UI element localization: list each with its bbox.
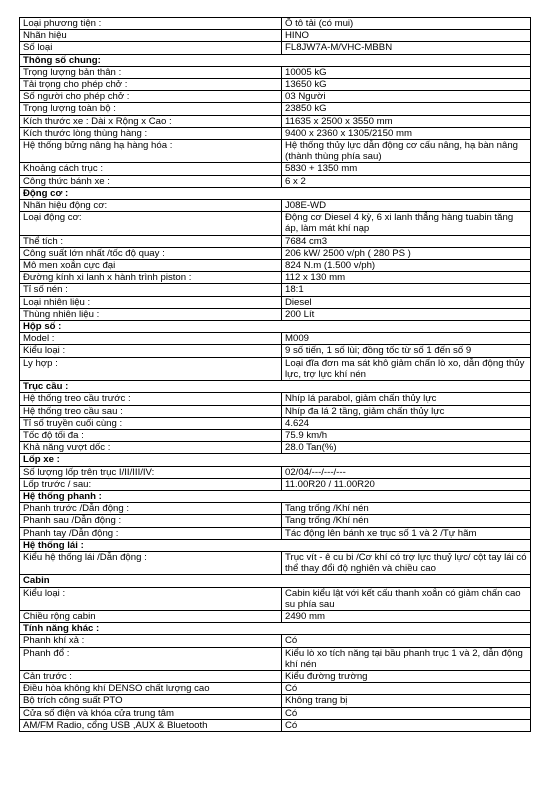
spec-row: [20, 115, 531, 127]
spec-label: Loại phương tiện :: [20, 18, 282, 30]
spec-label: Kiểu loại :: [20, 587, 282, 610]
spec-row: [20, 670, 531, 682]
spec-row: [20, 683, 531, 695]
spec-value: 11635 x 2500 x 3550 mm: [282, 115, 531, 127]
spec-label: Lốp trước / sau:: [20, 478, 282, 490]
spec-label: Kích thước lòng thùng hàng :: [20, 127, 282, 139]
spec-label: Khả năng vượt dốc :: [20, 442, 282, 454]
spec-row: [20, 478, 531, 490]
spec-label: Phanh tay /Dẫn động :: [20, 527, 282, 539]
spec-value: 6 x 2: [282, 175, 531, 187]
spec-label: Thùng nhiên liệu :: [20, 308, 282, 320]
section-title: Hộp số :: [20, 321, 531, 333]
spec-label: Loại động cơ:: [20, 212, 282, 235]
spec-value: 03 Người: [282, 91, 531, 103]
spec-row: [20, 551, 531, 574]
spec-label: Hệ thống treo cầu trước :: [20, 393, 282, 405]
spec-label: Tốc độ tối đa :: [20, 429, 282, 441]
spec-label: Số người cho phép chở :: [20, 91, 282, 103]
spec-row: [20, 127, 531, 139]
spec-row: [20, 212, 531, 235]
spec-value: 2490 mm: [282, 610, 531, 622]
spec-row: [20, 42, 531, 54]
spec-value: 200 Lít: [282, 308, 531, 320]
spec-value: Nhíp đa lá 2 tầng, giảm chấn thủy lực: [282, 405, 531, 417]
spec-value: Có: [282, 683, 531, 695]
spec-row: [20, 140, 531, 163]
spec-value: Ô tô tải (có mui): [282, 18, 531, 30]
spec-value: Diesel: [282, 296, 531, 308]
spec-table: [19, 17, 531, 732]
spec-row: [20, 719, 531, 731]
spec-value: 206 kW/ 2500 v/ph ( 280 PS ): [282, 247, 531, 259]
spec-label: Phanh đổ :: [20, 647, 282, 670]
spec-value: Có: [282, 707, 531, 719]
spec-value: Tang trống /Khí nén: [282, 503, 531, 515]
spec-row: [20, 635, 531, 647]
spec-value: 9 số tiến, 1 số lùi; đồng tốc từ số 1 đến số 9: [282, 345, 531, 357]
spec-row: [20, 200, 531, 212]
spec-row: [20, 175, 531, 187]
spec-value: M009: [282, 333, 531, 345]
spec-row: [20, 610, 531, 622]
spec-row: [20, 515, 531, 527]
spec-value: 28.0 Tan(%): [282, 442, 531, 454]
spec-row: [20, 30, 531, 42]
spec-label: Tải trọng cho phép chở :: [20, 79, 282, 91]
spec-row: [20, 79, 531, 91]
spec-value: Tác động lên bánh xe trục số 1 và 2 /Tự hãm: [282, 527, 531, 539]
spec-label: Trọng lượng toàn bộ :: [20, 103, 282, 115]
spec-label: Tỉ số truyền cuối cùng :: [20, 417, 282, 429]
spec-label: Khoảng cách trục :: [20, 163, 282, 175]
spec-label: Nhãn hiệu động cơ:: [20, 200, 282, 212]
spec-value: 75.9 km/h: [282, 429, 531, 441]
section-header: [20, 54, 531, 66]
spec-label: Kích thước xe : Dài x Rộng x Cao :: [20, 115, 282, 127]
section-header: [20, 623, 531, 635]
spec-label: Kiểu hệ thống lái /Dẫn động :: [20, 551, 282, 574]
spec-value: Cabin kiểu lật với kết cấu thanh xoắn có giảm chấn cao su phía sau: [282, 587, 531, 610]
spec-label: Model :: [20, 333, 282, 345]
spec-row: [20, 527, 531, 539]
spec-value: Có: [282, 635, 531, 647]
spec-label: Cửa số điện và khóa cửa trung tâm: [20, 707, 282, 719]
spec-row: [20, 587, 531, 610]
spec-label: Chiều rộng cabin: [20, 610, 282, 622]
spec-label: Ly hợp :: [20, 357, 282, 380]
spec-value: 10005 kG: [282, 66, 531, 78]
section-header: [20, 539, 531, 551]
vehicle-type-row: [20, 18, 531, 30]
spec-row: [20, 707, 531, 719]
spec-row: [20, 429, 531, 441]
spec-label: Thể tích :: [20, 235, 282, 247]
spec-row: [20, 284, 531, 296]
spec-label: Nhãn hiệu: [20, 30, 282, 42]
section-title: Thông số chung:: [20, 54, 531, 66]
spec-row: [20, 345, 531, 357]
spec-value: 4.624: [282, 417, 531, 429]
spec-value: J08E-WD: [282, 200, 531, 212]
spec-value: HINO: [282, 30, 531, 42]
spec-label: Đường kính xi lanh x hành trình piston :: [20, 272, 282, 284]
spec-value: 824 N.m (1.500 v/ph): [282, 260, 531, 272]
spec-row: [20, 272, 531, 284]
spec-label: Bộ trích công suất PTO: [20, 695, 282, 707]
spec-row: [20, 466, 531, 478]
spec-row: [20, 296, 531, 308]
spec-row: [20, 393, 531, 405]
section-header: [20, 321, 531, 333]
spec-label: Công thức bánh xe :: [20, 175, 282, 187]
spec-row: [20, 417, 531, 429]
section-header: [20, 454, 531, 466]
spec-row: [20, 91, 531, 103]
spec-value: 5830 + 1350 mm: [282, 163, 531, 175]
section-header: [20, 187, 531, 199]
spec-value: 11.00R20 / 11.00R20: [282, 478, 531, 490]
spec-value: Kiểu lò xo tích năng tại bầu phanh trục 1 và 2, dẫn động khí nén: [282, 647, 531, 670]
section-title: Hệ thống phanh :: [20, 490, 531, 502]
spec-label: AM/FM Radio, cổng USB ,AUX & Bluetooth: [20, 719, 282, 731]
spec-label: Trọng lượng bản thân :: [20, 66, 282, 78]
spec-label: Hệ thống treo cầu sau :: [20, 405, 282, 417]
spec-value: Loại đĩa đơn ma sát khô giảm chấn lò xo, dẫn động thủy lực, trợ lực khí nén: [282, 357, 531, 380]
spec-row: [20, 357, 531, 380]
spec-value: Động cơ Diesel 4 kỳ, 6 xi lanh thẳng hàng tuabin tăng áp, làm mát khí nạp: [282, 212, 531, 235]
spec-row: [20, 647, 531, 670]
spec-value: FL8JW7A-M/VHC-MBBN: [282, 42, 531, 54]
spec-row: [20, 163, 531, 175]
spec-value: 18:1: [282, 284, 531, 296]
spec-value: Kiểu đường trường: [282, 670, 531, 682]
spec-label: Cản trước :: [20, 670, 282, 682]
section-title: Trục cầu :: [20, 381, 531, 393]
spec-label: Hệ thống bửng nâng hạ hàng hóa :: [20, 140, 282, 163]
spec-value: Nhíp lá parabol, giảm chấn thủy lực: [282, 393, 531, 405]
spec-label: Mô men xoắn cực đại: [20, 260, 282, 272]
spec-value: 9400 x 2360 x 1305/2150 mm: [282, 127, 531, 139]
spec-row: [20, 695, 531, 707]
spec-label: Phanh khí xả :: [20, 635, 282, 647]
spec-value: Có: [282, 719, 531, 731]
spec-value: 13650 kG: [282, 79, 531, 91]
spec-row: [20, 333, 531, 345]
spec-label: Phanh sau /Dẫn động :: [20, 515, 282, 527]
spec-value: 112 x 130 mm: [282, 272, 531, 284]
spec-row: [20, 260, 531, 272]
spec-row: [20, 308, 531, 320]
section-title: Động cơ :: [20, 187, 531, 199]
spec-value: 02/04/---/---/---: [282, 466, 531, 478]
spec-label: Tỉ số nén :: [20, 284, 282, 296]
spec-value: 7684 cm3: [282, 235, 531, 247]
spec-value: Hệ thống thủy lực dẫn động cơ cấu nâng, hạ bàn nâng (thành thùng phía sau): [282, 140, 531, 163]
spec-label: Công suất lớn nhất /tốc độ quay :: [20, 247, 282, 259]
section-title: Tính năng khác :: [20, 623, 531, 635]
section-title: Hệ thống lái :: [20, 539, 531, 551]
spec-label: Loại nhiên liệu :: [20, 296, 282, 308]
section-header: [20, 381, 531, 393]
spec-label: Điều hòa không khí DENSO chất lượng cao: [20, 683, 282, 695]
spec-label: Phanh trước /Dẫn động :: [20, 503, 282, 515]
section-title: Lốp xe :: [20, 454, 531, 466]
spec-table-body: [20, 18, 531, 732]
spec-row: [20, 66, 531, 78]
spec-value: Không trang bị: [282, 695, 531, 707]
spec-row: [20, 235, 531, 247]
spec-row: [20, 405, 531, 417]
spec-label: Kiểu loại :: [20, 345, 282, 357]
section-header: [20, 575, 531, 587]
section-header: [20, 490, 531, 502]
spec-value: 23850 kG: [282, 103, 531, 115]
spec-label: Số lượng lốp trên trục I/II/III/IV:: [20, 466, 282, 478]
spec-value: Tang trống /Khí nén: [282, 515, 531, 527]
spec-label: Số loại: [20, 42, 282, 54]
section-title: Cabin: [20, 575, 531, 587]
spec-row: [20, 503, 531, 515]
spec-value: Trục vít - ê cu bi /Cơ khí có trợ lực thuỷ lực/ cột tay lái có thể thay đổi độ nghiên và chiều cao: [282, 551, 531, 574]
spec-row: [20, 442, 531, 454]
spec-row: [20, 103, 531, 115]
spec-row: [20, 247, 531, 259]
